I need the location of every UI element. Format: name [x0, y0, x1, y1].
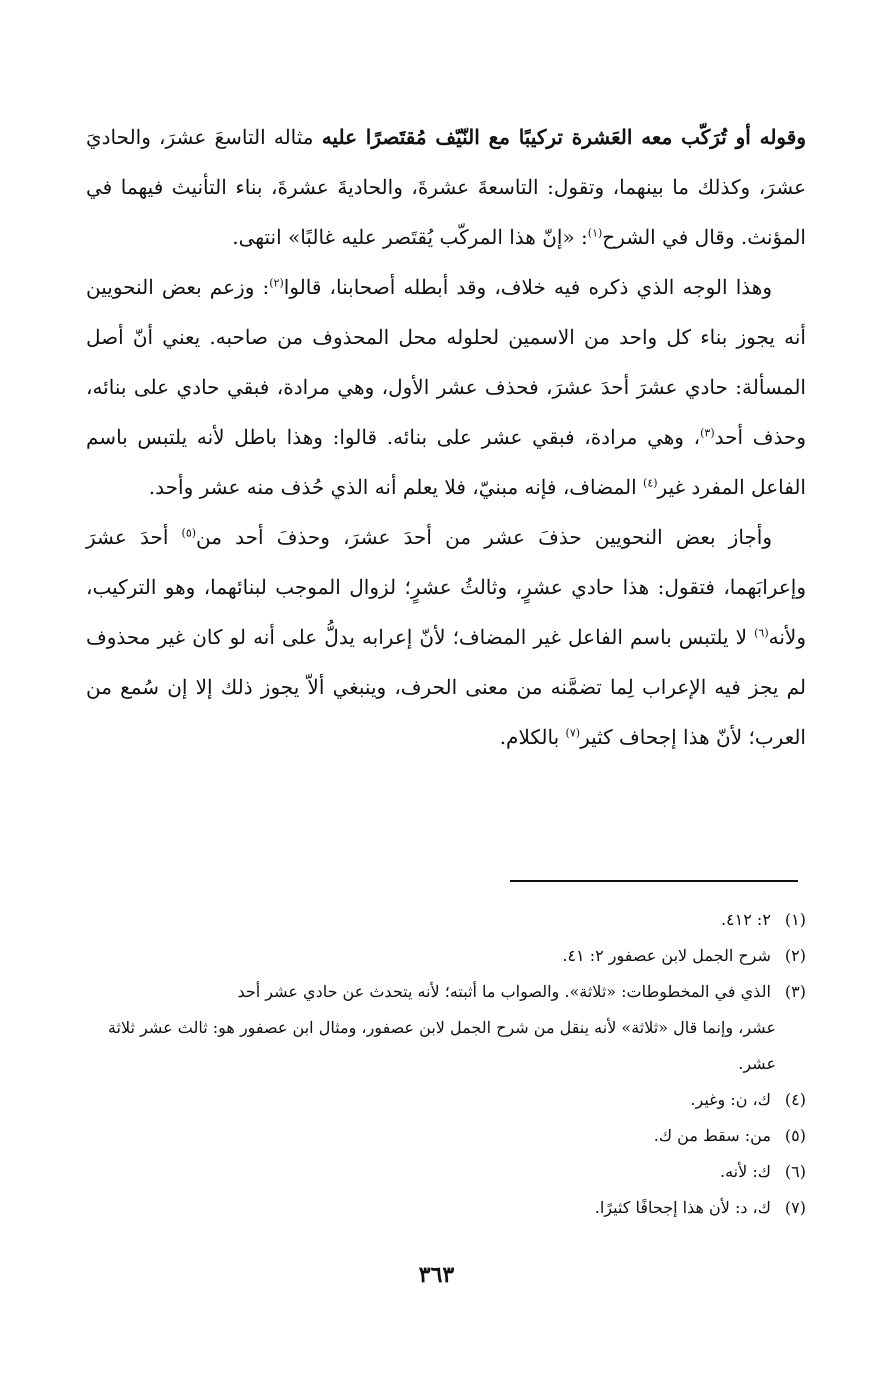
page-number: ٣٦٣: [418, 1262, 455, 1288]
footnote-text: ك، ن: وغير.: [690, 1090, 771, 1109]
footnote-number: (٧): [784, 1198, 806, 1217]
footnote-ref-4: (٤): [643, 476, 658, 490]
text-run: المضاف، فإنه مبنيّ، فلا يعلم أنه الذي حُذف منه عشر وأحد.: [148, 475, 644, 499]
text-run: أحدَ عشرَ وإعرابَهما، فتقول: هذا حادي عشرٍ، وثالثُ عشرٍ؛ لزوال الموجب لبنائهما، وهو التركيب، ولأنه: [86, 525, 806, 649]
footnote-ref-3: (٣): [700, 426, 715, 440]
footnote-text: الذي في المخطوطات: «ثلاثة». والصواب ما أثبته؛ لأنه يتحدث عن حادي عشر أحد: [237, 982, 771, 1001]
footnote-text: ك: لأنه.: [720, 1162, 771, 1181]
text-run: وأجاز بعض النحويين حذفَ عشر من أحدَ عشرَ، وحذفَ أحد من: [196, 525, 772, 549]
footnote-3: [86, 974, 806, 1010]
footnote-1: [86, 902, 806, 938]
quoted-matn: وقوله أو تُرَكّب معه العَشرة تركيبًا مع النّيّف مُقتَصرًا عليه: [321, 125, 806, 149]
footnote-number: (٤): [784, 1090, 806, 1109]
footnote-text: شرح الجمل لابن عصفور ٢: ٤١.: [562, 946, 771, 965]
footnote-ref-7: (٧): [565, 726, 581, 740]
footnote-text: ك، د: لأن هذا إجحافًا كثيرًا.: [594, 1198, 771, 1217]
paragraph-1: [86, 112, 806, 262]
footnote-5: [86, 1118, 806, 1154]
text-run: مثاله التاسعَ عشرَ، والحاديَ عشرَ، وكذلك ما بينهما، وتقول: التاسعةَ عشرةَ، والحاديةَ عشرةَ، بناء التأنيث فيهما في المؤنث. وقال في الشرح: [86, 125, 806, 249]
footnote-number: (٥): [784, 1126, 806, 1145]
main-text: [86, 112, 806, 762]
footnote-ref-5: (٥): [181, 526, 197, 540]
footnote-number: (٣): [784, 982, 806, 1001]
footnote-text: ٢: ٤١٢.: [720, 910, 771, 929]
paragraph-2: [86, 262, 806, 512]
paragraph-3: [86, 512, 806, 762]
footnote-ref-2: (٢): [269, 276, 284, 290]
footnote-separator: [510, 880, 798, 882]
text-run: بالكلام.: [499, 725, 566, 749]
footnote-number: (١): [784, 910, 806, 929]
footnote-4: [86, 1082, 806, 1118]
footnote-ref-6: (٦): [754, 626, 769, 640]
footnote-3-continuation: عشر، وإنما قال «ثلاثة» لأنه ينقل من شرح الجمل لابن عصفور، ومثال ابن عصفور هو: ثالث عشر ثلاثة عشر.: [107, 1018, 776, 1073]
footnote-number: (٦): [784, 1162, 806, 1181]
text-run: لا يلتبس باسم الفاعل غير المضاف؛ لأنّ إعرابه يدلُّ على أنه لو كان غير محذوف لم يجز فيه الإعراب لِما تضمَّنه من معنى الحرف، وينبغي ألاّ يجوز ذلك إلا إن سُمع من العرب؛ لأنّ هذا إجحاف كثير: [86, 625, 806, 749]
text-run: وهذا الوجه الذي ذكره فيه خلاف، وقد أبطله أصحابنا، قالوا: [283, 275, 772, 299]
text-run: : «إنّ هذا المركّب يُقتَصر عليه غالبًا» انتهى.: [232, 225, 588, 249]
footnote-2: [86, 938, 806, 974]
footnote-text: من: سقط من ك.: [653, 1126, 771, 1145]
footnote-7: [86, 1190, 806, 1226]
footnote-6: [86, 1154, 806, 1190]
text-run: ، وهي مرادة، فبقي عشر على بنائه. قالوا: وهذا باطل لأنه يلتبس باسم الفاعل المفرد غير: [86, 425, 806, 499]
footnote-number: (٢): [784, 946, 806, 965]
footnotes: [86, 902, 806, 1226]
footnote-ref-1: (١): [587, 226, 603, 240]
text-run: : وزعم بعض النحويين أنه يجوز بناء كل واحد من الاسمين لحلوله محل المحذوف من صاحبه. يعني أنّ أصل المسألة: حادي عشرَ أحدَ عشرَ، فحذف عشر الأول، وهي مرادة، فبقي حادي على بنائه، وحذف أحد: [86, 275, 807, 449]
